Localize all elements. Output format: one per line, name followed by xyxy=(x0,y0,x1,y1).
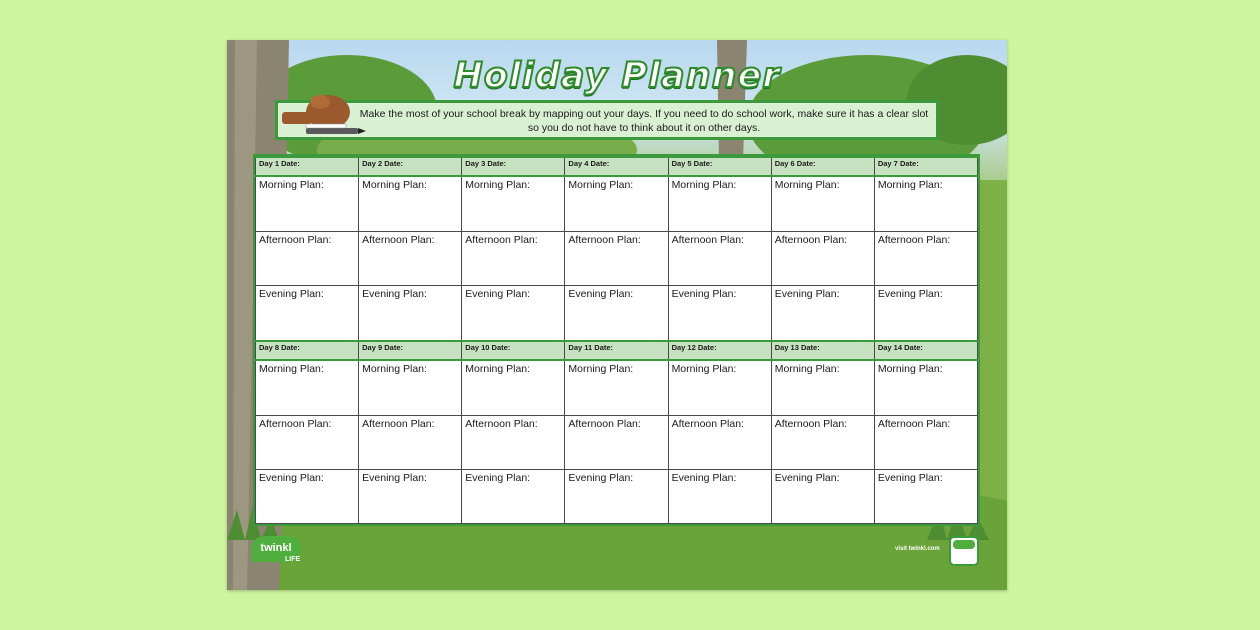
evening-plan-cell[interactable]: Evening Plan: xyxy=(462,285,565,341)
week2-evening-row xyxy=(256,470,978,524)
afternoon-plan-cell[interactable]: Afternoon Plan: xyxy=(874,232,977,286)
day-date-cell[interactable]: Day 6 Date: xyxy=(771,157,874,176)
morning-plan-cell[interactable]: Morning Plan: xyxy=(256,176,359,232)
evening-plan-cell[interactable]: Evening Plan: xyxy=(256,285,359,341)
day-date-cell[interactable]: Day 3 Date: xyxy=(462,157,565,176)
week2-morning-row xyxy=(256,360,978,416)
morning-plan-cell[interactable]: Morning Plan: xyxy=(874,176,977,232)
day-date-cell[interactable]: Day 5 Date: xyxy=(668,157,771,176)
afternoon-plan-cell[interactable]: Afternoon Plan: xyxy=(256,232,359,286)
intro-banner xyxy=(275,100,939,140)
afternoon-plan-cell[interactable]: Afternoon Plan: xyxy=(771,416,874,470)
day-date-cell[interactable]: Day 12 Date: xyxy=(668,341,771,360)
morning-plan-cell[interactable]: Morning Plan: xyxy=(565,176,668,232)
morning-plan-cell[interactable]: Morning Plan: xyxy=(359,360,462,416)
morning-plan-cell[interactable]: Morning Plan: xyxy=(668,176,771,232)
day-date-cell[interactable]: Day 2 Date: xyxy=(359,157,462,176)
afternoon-plan-cell[interactable]: Afternoon Plan: xyxy=(359,232,462,286)
visit-link[interactable]: visit twinkl.com xyxy=(895,546,940,552)
evening-plan-cell[interactable]: Evening Plan: xyxy=(668,470,771,524)
morning-plan-cell[interactable]: Morning Plan: xyxy=(668,360,771,416)
evening-plan-cell[interactable]: Evening Plan: xyxy=(565,285,668,341)
day-date-cell[interactable]: Day 1 Date: xyxy=(256,157,359,176)
afternoon-plan-cell[interactable]: Afternoon Plan: xyxy=(668,232,771,286)
afternoon-plan-cell[interactable]: Afternoon Plan: xyxy=(462,416,565,470)
week1-header-row xyxy=(256,157,978,176)
morning-plan-cell[interactable]: Morning Plan: xyxy=(771,176,874,232)
morning-plan-cell[interactable]: Morning Plan: xyxy=(256,360,359,416)
day-date-cell[interactable]: Day 9 Date: xyxy=(359,341,462,360)
afternoon-plan-cell[interactable]: Afternoon Plan: xyxy=(668,416,771,470)
evening-plan-cell[interactable]: Evening Plan: xyxy=(771,470,874,524)
evening-plan-cell[interactable]: Evening Plan: xyxy=(462,470,565,524)
planner-sheet xyxy=(227,40,1007,590)
planner-table xyxy=(255,156,978,524)
evening-plan-cell[interactable]: Evening Plan: xyxy=(874,470,977,524)
evening-plan-cell[interactable]: Evening Plan: xyxy=(668,285,771,341)
morning-plan-cell[interactable]: Morning Plan: xyxy=(462,176,565,232)
week1-evening-row xyxy=(256,285,978,341)
evening-plan-cell[interactable]: Evening Plan: xyxy=(359,285,462,341)
day-date-cell[interactable]: Day 14 Date: xyxy=(874,341,977,360)
day-date-cell[interactable]: Day 13 Date: xyxy=(771,341,874,360)
day-date-cell[interactable]: Day 4 Date: xyxy=(565,157,668,176)
afternoon-plan-cell[interactable]: Afternoon Plan: xyxy=(874,416,977,470)
day-date-cell[interactable]: Day 7 Date: xyxy=(874,157,977,176)
evening-plan-cell[interactable]: Evening Plan: xyxy=(256,470,359,524)
afternoon-plan-cell[interactable]: Afternoon Plan: xyxy=(359,416,462,470)
afternoon-plan-cell[interactable]: Afternoon Plan: xyxy=(771,232,874,286)
page-title: Holiday Planner xyxy=(453,56,781,96)
week1-morning-row xyxy=(256,176,978,232)
week1-afternoon-row xyxy=(256,232,978,286)
morning-plan-cell[interactable]: Morning Plan: xyxy=(874,360,977,416)
morning-plan-cell[interactable]: Morning Plan: xyxy=(359,176,462,232)
afternoon-plan-cell[interactable]: Afternoon Plan: xyxy=(565,232,668,286)
twinkl-life-label: LIFE xyxy=(285,556,301,563)
twinkl-logo: twinkl xyxy=(251,536,301,562)
morning-plan-cell[interactable]: Morning Plan: xyxy=(771,360,874,416)
day-date-cell[interactable]: Day 11 Date: xyxy=(565,341,668,360)
intro-text: Make the most of your school break by mapping out your days. If you need to do school work, make sure it has a clear slot so you do not have to think about it on other days. xyxy=(359,108,929,134)
evening-plan-cell[interactable]: Evening Plan: xyxy=(565,470,668,524)
planner-grid xyxy=(253,154,980,526)
evening-plan-cell[interactable]: Evening Plan: xyxy=(771,285,874,341)
afternoon-plan-cell[interactable]: Afternoon Plan: xyxy=(462,232,565,286)
hand-writing-icon xyxy=(276,90,366,142)
evening-plan-cell[interactable]: Evening Plan: xyxy=(359,470,462,524)
day-date-cell[interactable]: Day 10 Date: xyxy=(462,341,565,360)
week2-afternoon-row xyxy=(256,416,978,470)
week2-header-row xyxy=(256,341,978,360)
day-date-cell[interactable]: Day 8 Date: xyxy=(256,341,359,360)
morning-plan-cell[interactable]: Morning Plan: xyxy=(462,360,565,416)
badge-top-icon xyxy=(953,540,975,549)
afternoon-plan-cell[interactable]: Afternoon Plan: xyxy=(256,416,359,470)
afternoon-plan-cell[interactable]: Afternoon Plan: xyxy=(565,416,668,470)
quality-badge-icon xyxy=(949,536,979,566)
evening-plan-cell[interactable]: Evening Plan: xyxy=(874,285,977,341)
morning-plan-cell[interactable]: Morning Plan: xyxy=(565,360,668,416)
